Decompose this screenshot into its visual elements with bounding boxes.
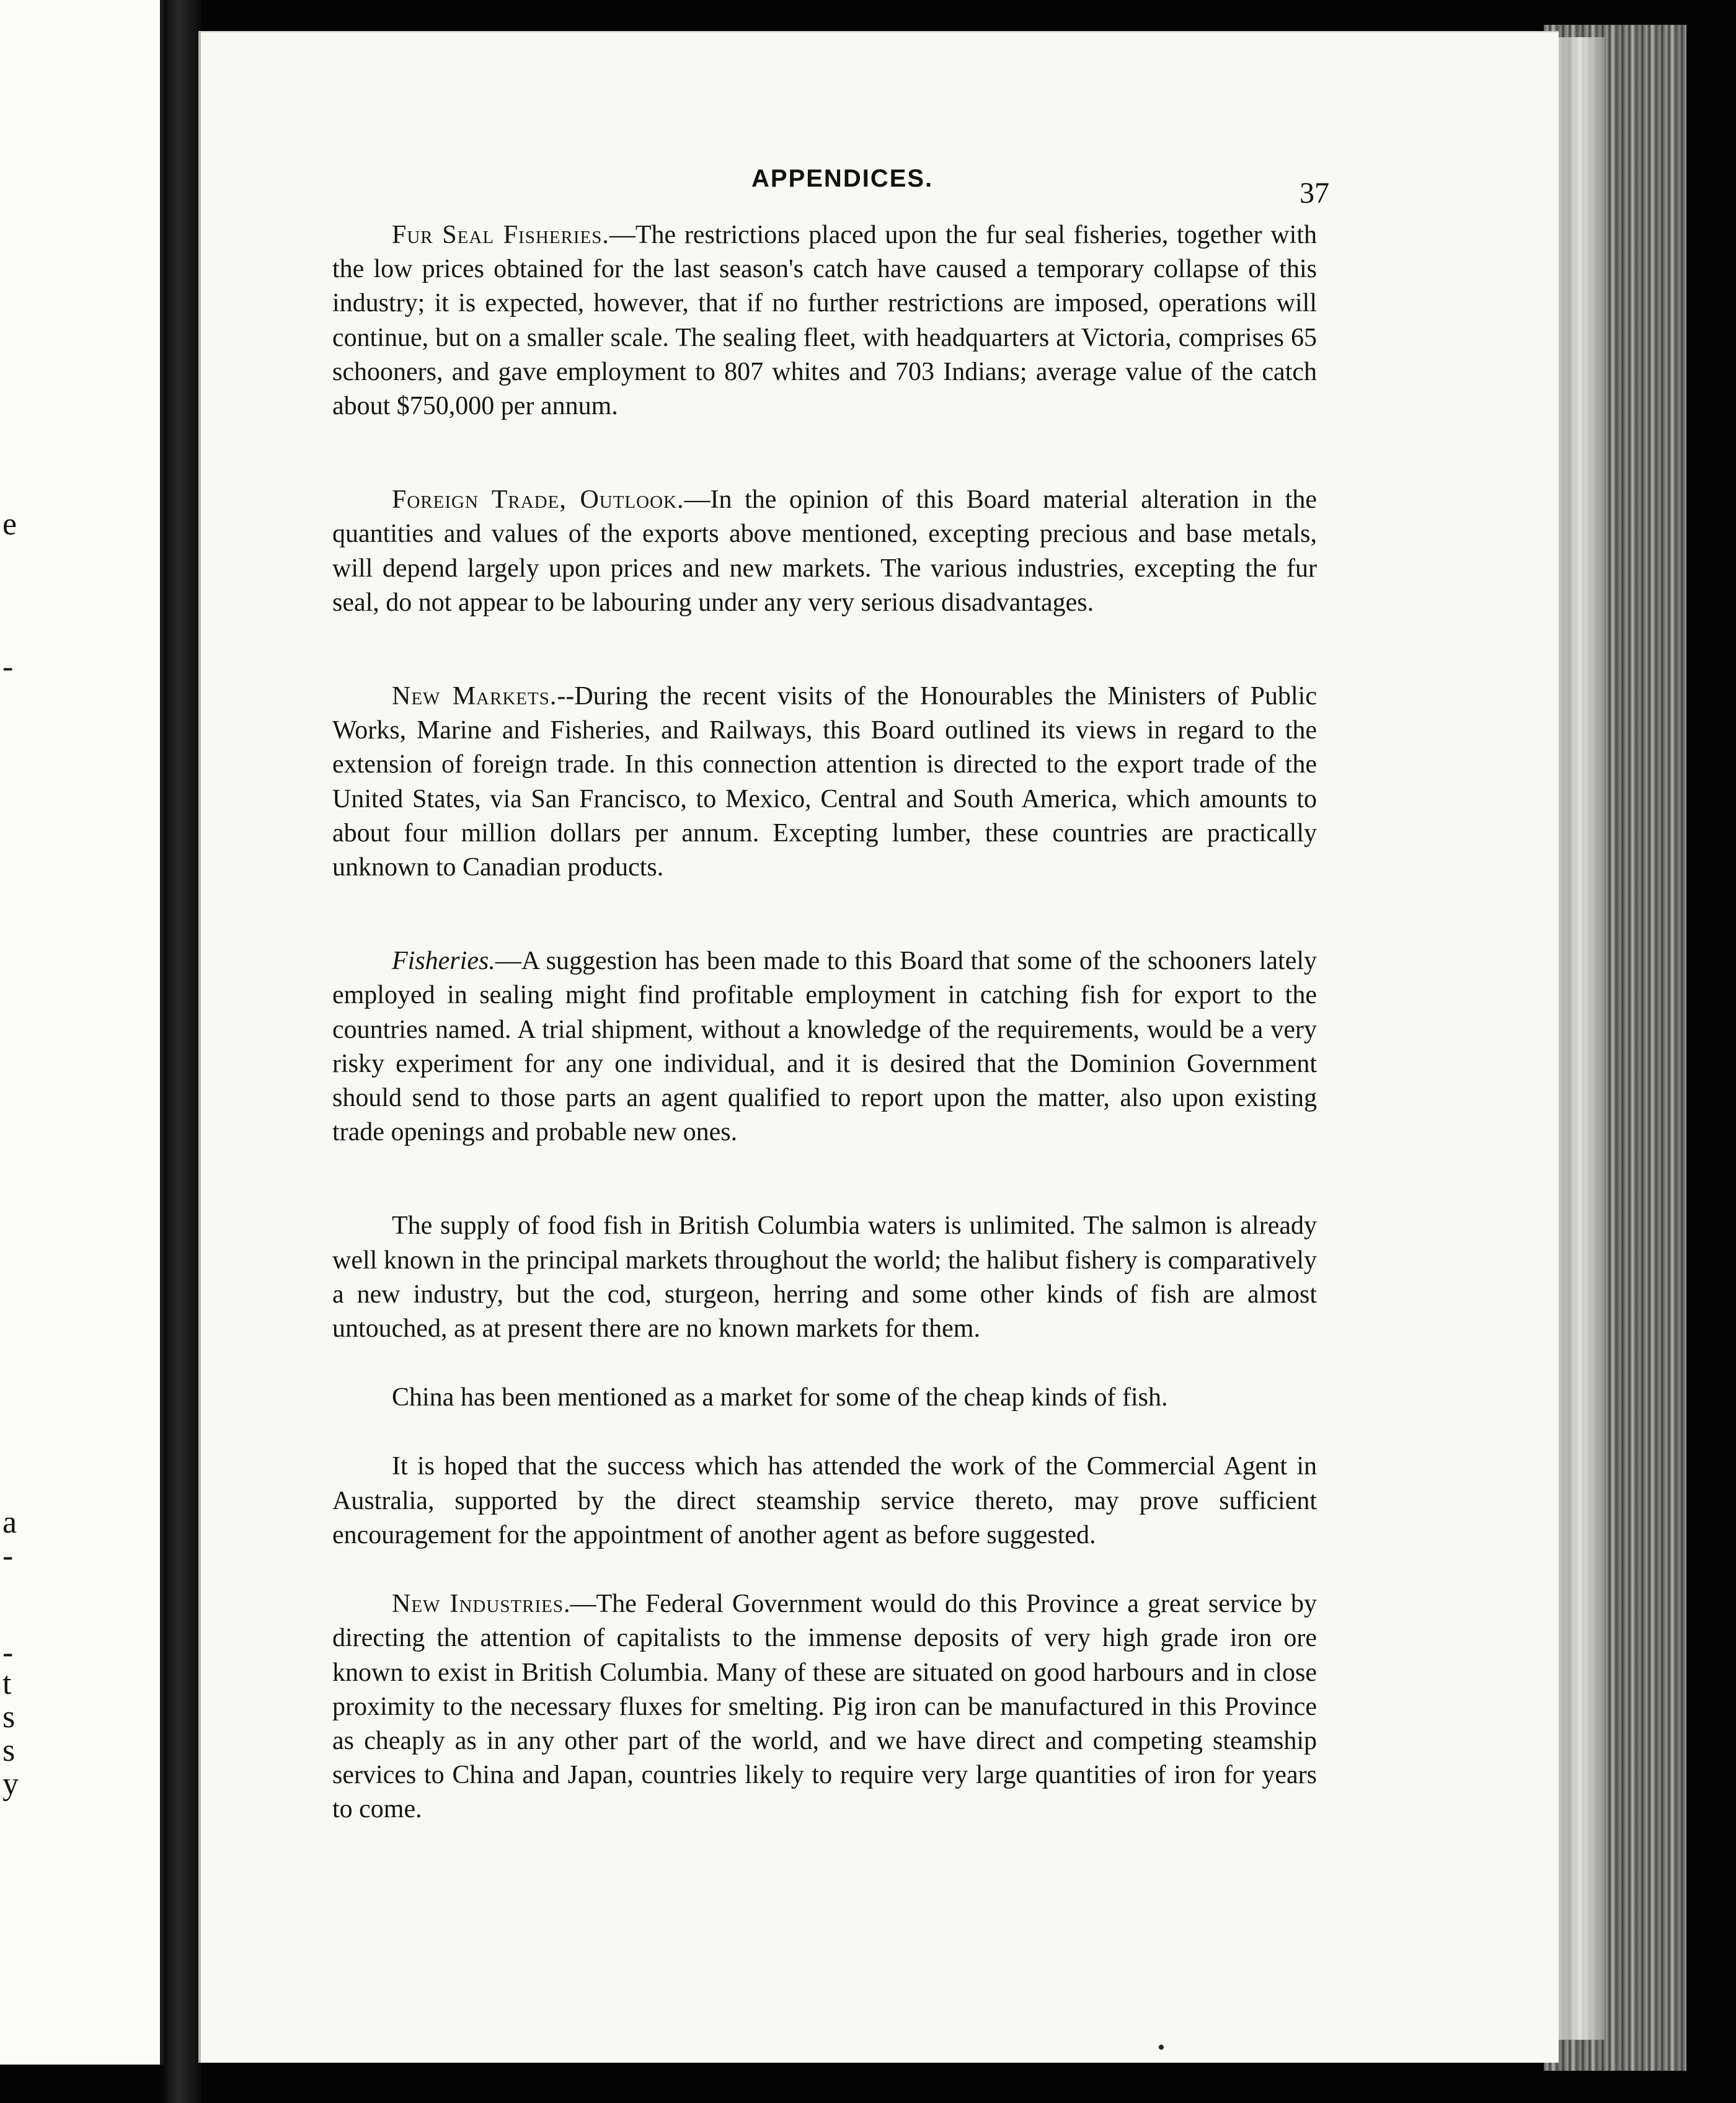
running-head: APPENDICES.	[751, 165, 934, 192]
paragraph-text: It is hoped that the success which has attended the work of the Commercial Agent in Australia, supported by the direct steamship service thereto, may prove sufficient encouragement for the appointment of another agent as before suggested.	[332, 1452, 1317, 1549]
scan-border	[1686, 0, 1736, 2103]
footer-mark: •	[1158, 2036, 1165, 2059]
page-header	[201, 160, 1559, 210]
body-text	[332, 218, 1317, 1887]
margin-fragment: e	[2, 507, 17, 542]
paragraph-text: The supply of food fish in British Columbia waters is unlimited. The salmon is already well known in the principal markets throughout the world; the halibut fishery is comparatively a new industry, but the cod, sturgeon, herring and some other kinds of fish are almost untouched, as at present there are no known markets for them.	[332, 1211, 1317, 1344]
paragraph-text: —The restrictions placed upon the fur seal fisheries, together with the low prices obtained for the last season's catch have caused a temporary collapse of this industry; it is expected, however, that if no further restrictions are imposed, operations will continue, but on a smaller scale. The sealing fleet, with headquarters at Victoria, comprises 65 schooners, and gave employment to 807 whites and 703 Indians; average value of the catch about $750,000 per annum.	[332, 221, 1317, 421]
margin-fragment: -	[2, 649, 14, 684]
margin-fragment: a	[2, 1505, 17, 1540]
paragraph-text: .—The Federal Government would do this Province a great service by directing the attention of capitalists to the immense deposits of very high grade iron ore known to exist in British Columbia. Many of these are situated on good harbours and in close proximity to the necessary fluxes for smelting. Pig iron can be manufactured in this Province as cheaply as in any other part of the world, and we have direct and competing steamship services to China and Japan, countries likely to require very large quantities of iron for years to come.	[332, 1590, 1317, 1824]
paragraph-text: —A suggestion has been made to this Board that some of the schooners lately employed in sealing might find profitable employment in catching fish for export to the countries named. A trial shipment, without a knowledge of the requirements, would be a very risky experiment for any one individual, and it is desired that the Dominion Government should send to those parts an agent qualified to report upon the matter, also upon existing trade openings and probable new ones.	[332, 947, 1317, 1147]
section-heading: Fur Seal Fisheries.	[392, 221, 609, 249]
section-heading: New Markets.	[392, 682, 557, 711]
margin-fragment: s	[2, 1699, 16, 1735]
paragraph-commercial-agent	[332, 1450, 1317, 1552]
paragraph-fur-seal-fisheries	[332, 218, 1317, 423]
paragraph-foreign-trade	[332, 483, 1317, 620]
paragraph-food-fish-supply	[332, 1209, 1317, 1346]
left-margin-fragments	[0, 0, 25, 2065]
section-heading: Fisheries.	[392, 947, 495, 976]
left-page-fragment	[0, 0, 164, 2065]
paragraph-text: China has been mentioned as a market for some of the cheap kinds of fish.	[392, 1383, 1168, 1412]
margin-fragment: s	[2, 1733, 16, 1768]
paragraph-text: --During the recent visits of the Honourables the Ministers of Public Works, Marine and Fisheries, and Railways, this Board outlined its views in regard to the extension of foreign trade. In this connection attention is directed to the export trade of the United States, via San Francisco, to Mexico, Central and South America, which amounts to about four million dollars per annum. Excepting lumber, these countries are practically unknown to Canadian products.	[332, 682, 1317, 882]
paragraph-china-market	[332, 1381, 1317, 1415]
margin-fragment: t	[2, 1666, 12, 1701]
section-heading: Foreign Trade, Outlook.	[392, 485, 684, 515]
margin-fragment: y	[2, 1766, 19, 1802]
paragraph-new-industries	[332, 1587, 1317, 1826]
section-heading: New Industries	[392, 1590, 564, 1619]
page-number: 37	[1300, 177, 1329, 210]
margin-fragment: -	[2, 1538, 14, 1574]
paragraph-text: —In the opinion of this Board material alteration in the quantities and values of the exports above mentioned, excepting precious and base metals, will depend largely upon prices and new markets. The various industries, excepting the fur seal, do not appear to be labouring under any very serious disadvantages.	[332, 485, 1317, 617]
document-page	[198, 31, 1559, 2063]
book-gutter	[164, 0, 201, 2103]
margin-fragment: -	[2, 1635, 14, 1670]
paragraph-new-markets	[332, 680, 1317, 885]
paragraph-fisheries	[332, 944, 1317, 1149]
